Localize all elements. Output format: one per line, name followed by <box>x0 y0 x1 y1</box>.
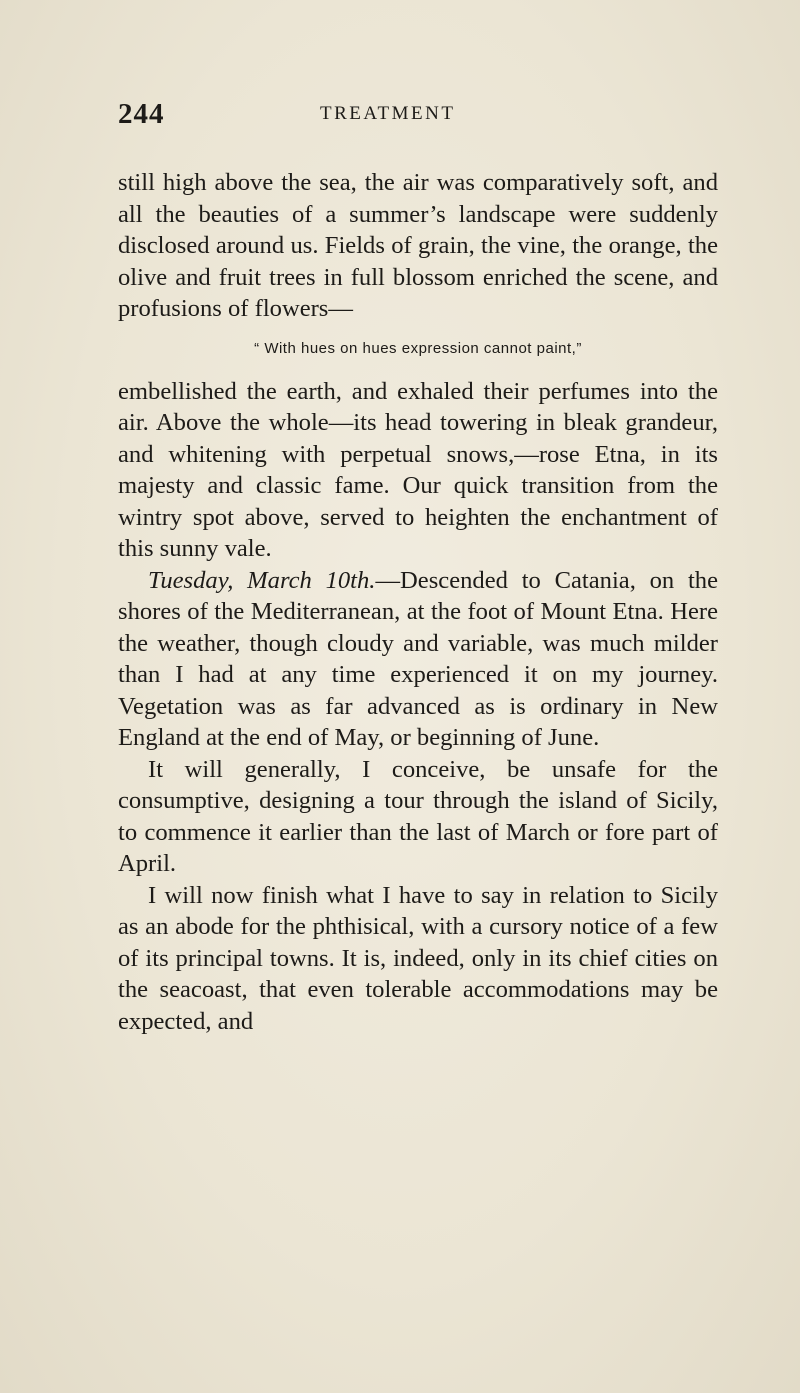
page-number: 244 <box>118 98 165 130</box>
paragraph-3 <box>118 565 718 754</box>
page-header <box>118 98 718 138</box>
paragraph-3-text: —Descended to Catania, on the shores of the Mediterranean, at the foot of Mount Etna. Here the weather, though cloudy and variable, was much milder than I had at any time experienced it on my journey. Vegetation was as far advanced as is ordinary in New England at the end of May, or beginning of June. <box>118 566 718 751</box>
paragraph-5: I will now finish what I have to say in relation to Sicily as an abode for the phthisical, with a cursory notice of a few of its principal towns. It is, indeed, only in its chief cities on the seacoast, that even tolerable accommodations may be expected, and <box>118 881 718 1035</box>
running-head: TREATMENT <box>320 103 456 124</box>
date-heading: Tuesday, March 10th. <box>148 566 376 594</box>
paragraph-4: It will generally, I conceive, be unsafe for the consumptive, designing a tour through the island of Sicily, to commence it earlier than the last of March or fore part of April. <box>118 755 718 877</box>
quotation: “ With hues on hues expression cannot paint,” <box>254 339 582 357</box>
paragraph-1: still high above the sea, the air was comparatively soft, and all the beauties of a summer’s landscape were suddenly disclosed around us. Fields of grain, the vine, the orange, the olive and fruit trees in full blossom enriched the scene, and profusions of flowers— <box>118 169 718 322</box>
body-text <box>118 167 718 1037</box>
paragraph-2: embellished the earth, and exhaled their perfumes into the air. Above the whole—its head towering in bleak grandeur, and whitening with perpetual snows,—rose Etna, in its majesty and classic fame. Our quick transition from the wintry spot above, served to heighten the enchantment of this sunny vale. <box>118 377 718 562</box>
